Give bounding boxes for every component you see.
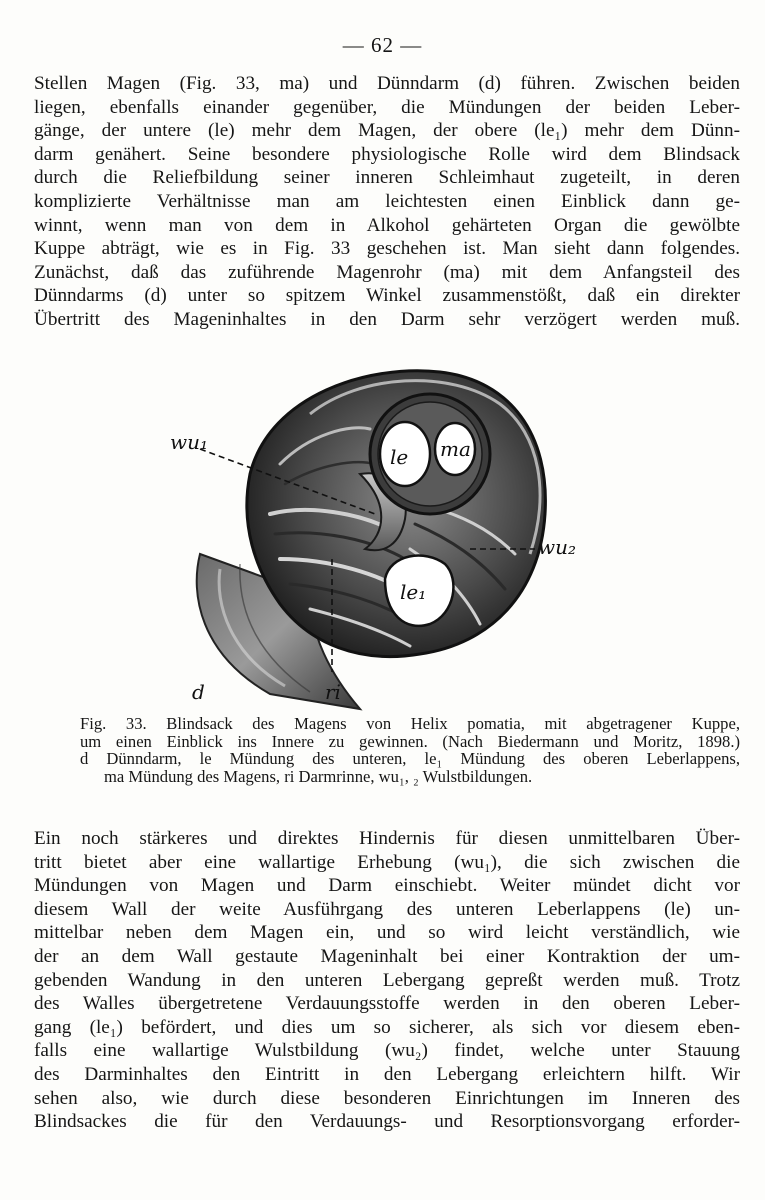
- label-le1: le₁: [400, 580, 427, 604]
- text-line: gebenden Wandung in den unteren Lebergang gepreßt werden muß. Trotz: [34, 969, 740, 991]
- page-number: — 62 —: [342, 33, 423, 57]
- text-line: liegen, ebenfalls einander gegenüber, die Mündungen der beiden Leber-: [34, 96, 740, 118]
- label-wu2: wu₂: [538, 535, 577, 559]
- paragraph-top: [34, 72, 740, 332]
- text-line: mittelbar neben dem Magen ein, und so wird leicht verständlich, wie: [34, 922, 740, 944]
- text-line: Ein noch stärkeres und direktes Hindernis für diesen unmittelbaren Über-: [34, 828, 740, 849]
- label-wu1: wu₁: [170, 430, 209, 454]
- text-line: gänge, der untere (le) mehr dem Magen, der obere (le₁) mehr dem Dünn-: [34, 120, 740, 142]
- text-line: durch die Reliefbildung seiner inneren Schleimhaut zugeteilt, in deren: [34, 167, 740, 189]
- text-line: diesem Wall der weite Ausführgang des unteren Leberlappens (le) un-: [34, 898, 740, 920]
- text-line: falls eine wallartige Wulstbildung (wu₂) findet, welche unter Stauung: [34, 1040, 740, 1062]
- text-line: der an dem Wall gestaute Mageninhalt bei einer Kontraktion der um-: [34, 945, 740, 967]
- text-line: Stellen Magen (Fig. 33, ma) und Dünndarm (d) führen. Zwischen beiden: [34, 73, 740, 94]
- text-line: komplizierte Verhältnisse man am leichtesten einen Einblick dann ge-: [34, 190, 740, 212]
- text-line: des Walles übergetretene Verdauungsstoffe werden in den oberen Leber-: [34, 993, 740, 1015]
- label-le: le: [390, 445, 409, 469]
- text-line: gang (le₁) befördert, und dies um so sicherer, als sich vor diesem eben-: [34, 1016, 740, 1038]
- label-ma: ma: [440, 437, 471, 461]
- text-line: tritt bietet aber eine wallartige Erhebung (wu₁), die sich zwischen die: [34, 851, 740, 873]
- text-line: sehen also, wie durch diese besonderen Einrichtungen im Inneren des: [34, 1087, 740, 1109]
- figure-caption: [80, 715, 740, 785]
- text-line: Mündungen von Magen und Darm einschiebt. Weiter mündet dicht vor: [34, 875, 740, 897]
- caption-line: um einen Einblick ins Innere zu gewinnen. (Nach Biedermann und Moritz, 1898.): [80, 731, 740, 751]
- text-line: Blindsackes die für den Verdauungs- und Resorptionsvorgang erforder-: [34, 1111, 740, 1133]
- text-line: Dünndarms (d) unter so spitzem Winkel zusammenstößt, daß ein direkter: [34, 285, 740, 307]
- text-line: des Darminhaltes den Eintritt in den Lebergang erleichtern hilft. Wir: [34, 1063, 740, 1085]
- text-line: darm genähert. Seine besondere physiologische Rolle wird dem Blindsack: [34, 143, 740, 165]
- text-line: Kuppe abträgt, wie es in Fig. 33 geschehen ist. Man sieht dann folgendes.: [34, 238, 740, 260]
- caption-line: Fig. 33. Blindsack des Magens von Helix pomatia, mit abgetragener Kuppe,: [80, 714, 740, 733]
- anatomical-drawing: [160, 354, 600, 714]
- caption-line: d Dünndarm, le Mündung des unteren, le₁ Mündung des oberen Leberlappens,: [80, 749, 740, 768]
- caption-line: ma Mündung des Magens, ri Darmrinne, wu₁, ₂ Wulstbildungen.: [104, 766, 533, 786]
- text-line: Zunächst, daß das zuführende Magenrohr (ma) mit dem Anfangsteil des: [34, 261, 740, 283]
- label-d: d: [192, 680, 205, 704]
- text-line: winnt, wenn man von dem in Alkohol gehärteten Organ die gewölbte: [34, 214, 740, 236]
- text-line: Übertritt des Mageninhaltes in den Darm sehr verzögert werden muß.: [34, 308, 740, 330]
- paragraph-bottom: [34, 827, 740, 1134]
- figure-33-illustration: [160, 354, 600, 714]
- label-ri: ri: [325, 680, 341, 704]
